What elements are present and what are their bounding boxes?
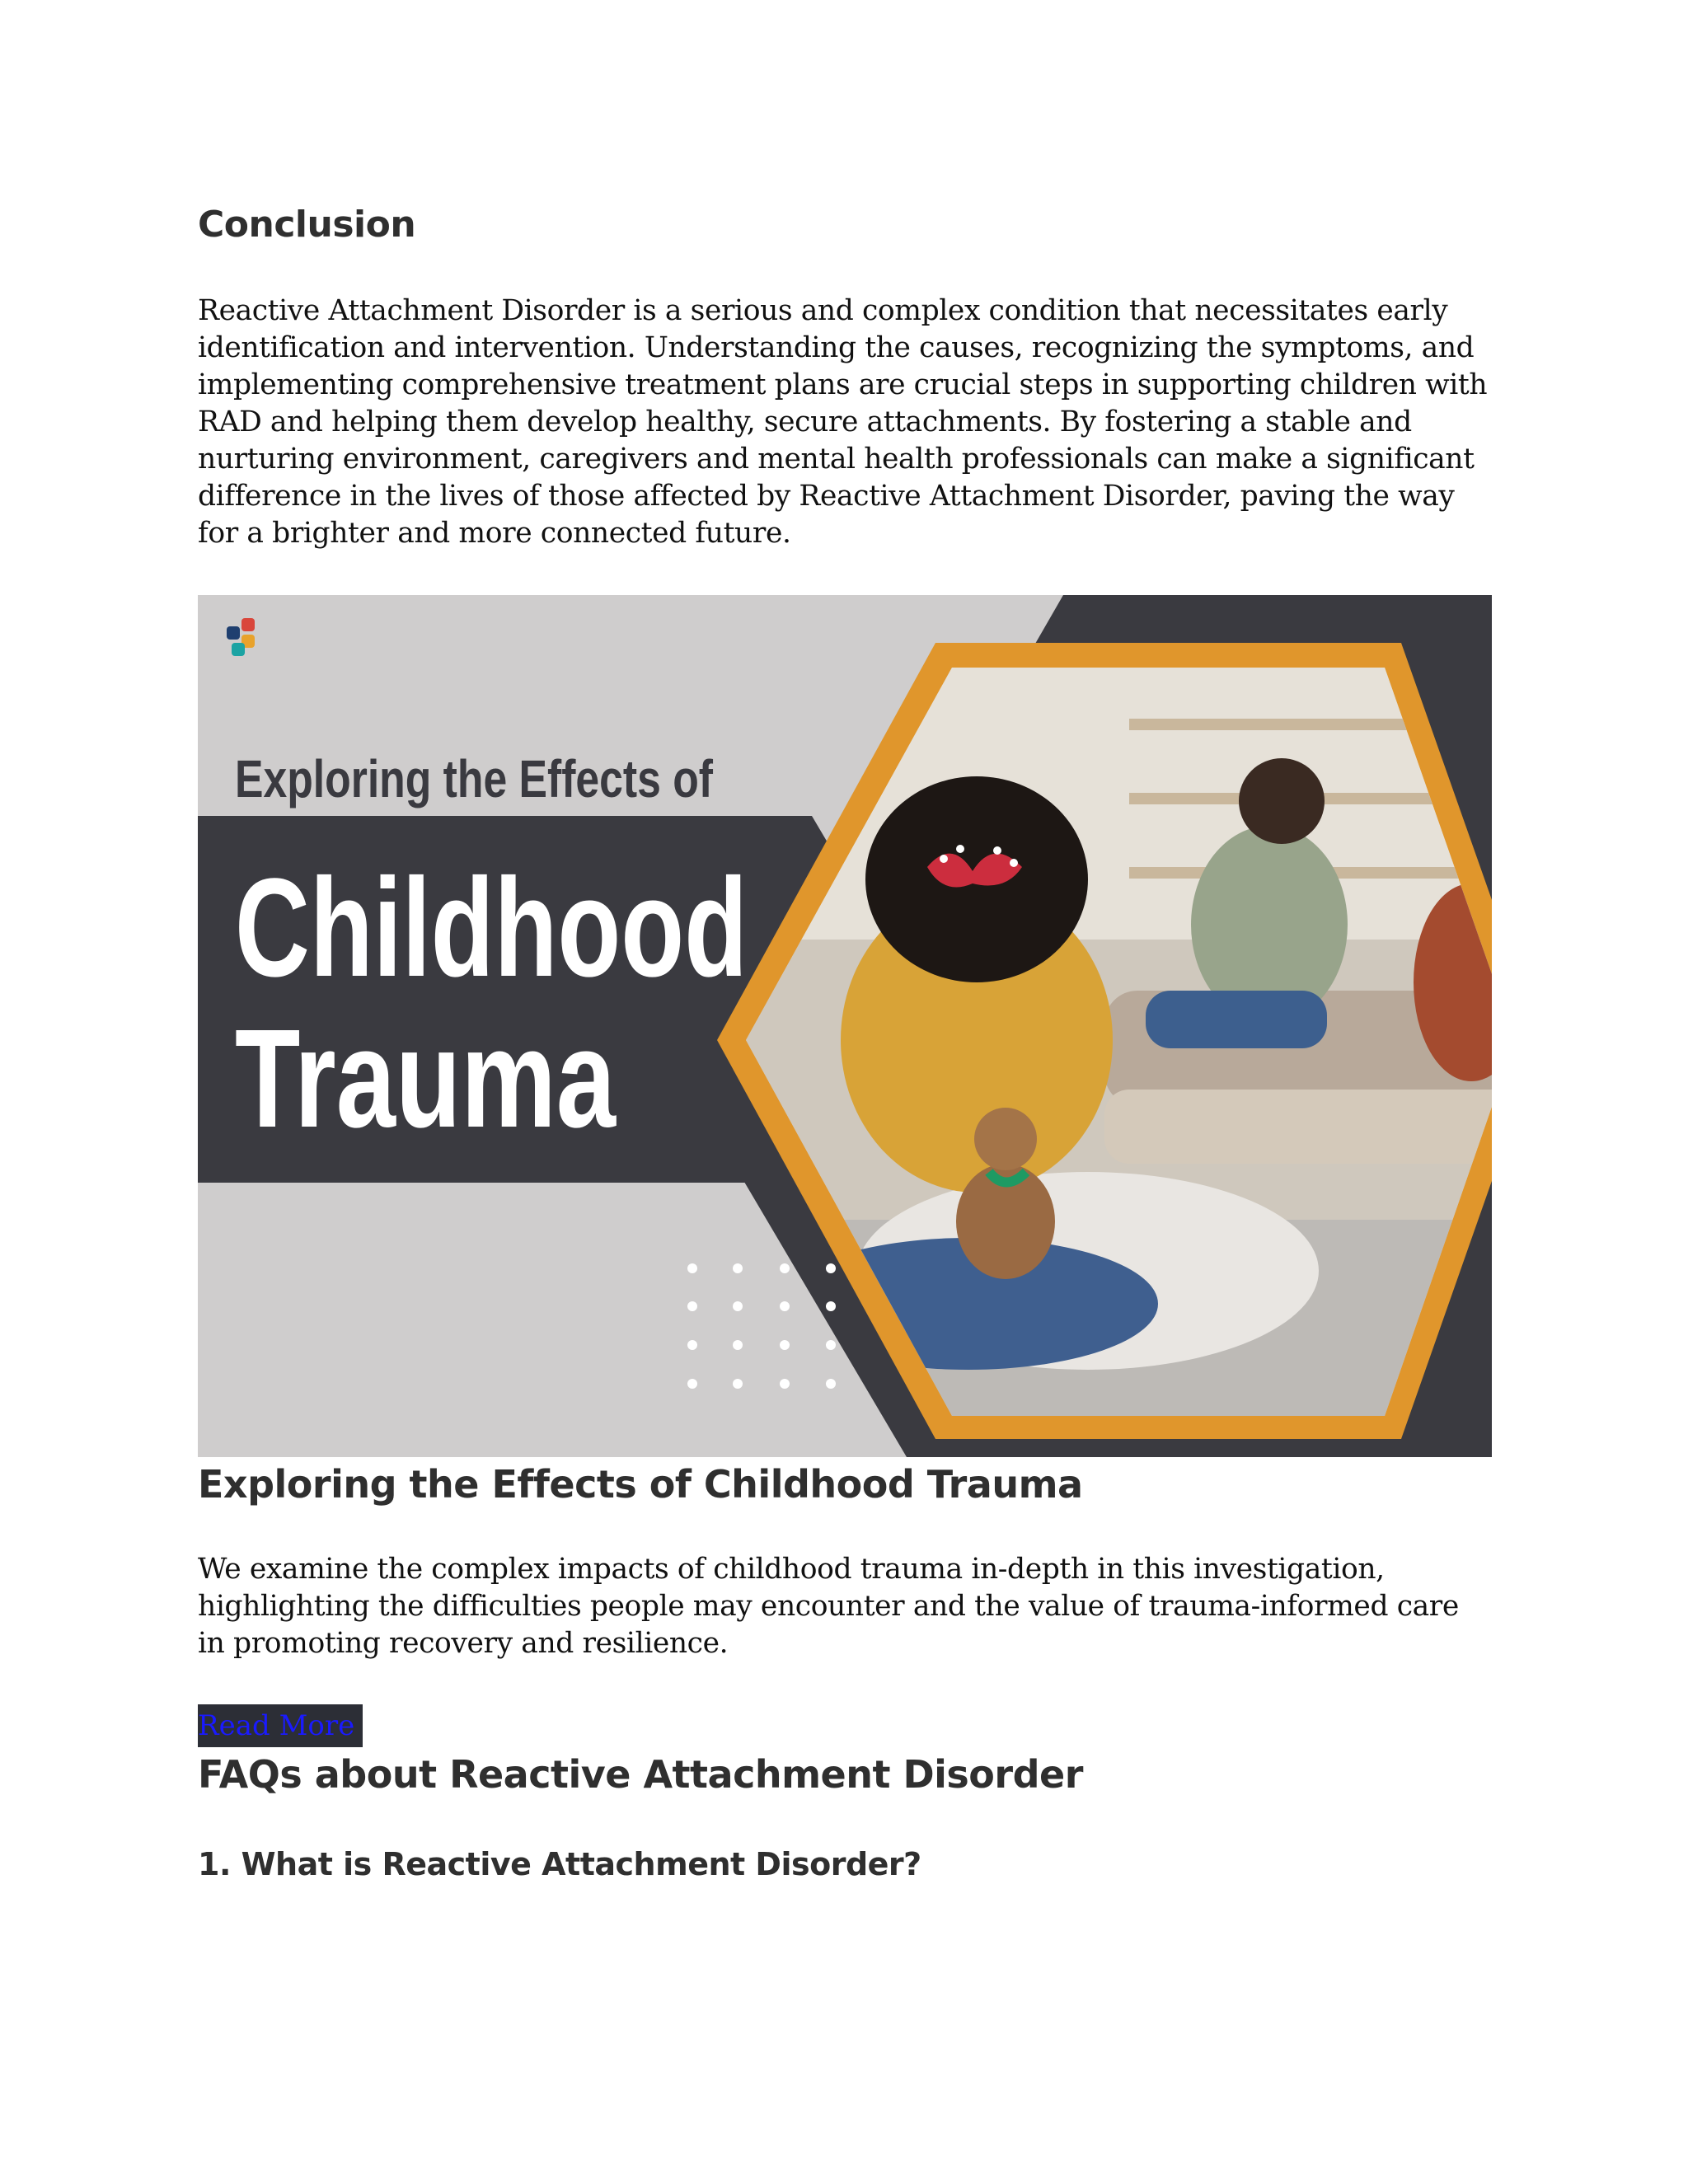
banner-line-3: Trauma <box>235 1001 617 1157</box>
article-heading: Exploring the Effects of Childhood Trauma <box>198 1462 1083 1507</box>
read-more-link[interactable]: Read More <box>198 1704 363 1747</box>
conclusion-heading: Conclusion <box>198 204 416 246</box>
faq-heading: FAQs about Reactive Attachment Disorder <box>198 1752 1083 1797</box>
banner-line-2: Childhood <box>235 850 748 1006</box>
childhood-trauma-banner <box>198 595 1492 1457</box>
article-paragraph: We examine the complex impacts of childhood trauma in-depth in this investigation, highlighting the difficulties people may encounter and the value of trauma-informed care in promoting recovery and resilience. <box>198 1553 1459 1660</box>
conclusion-paragraph: Reactive Attachment Disorder is a serious and complex condition that necessitates early identification and intervention. Understanding the causes, recognizing the symptoms, and implementing comprehensive treatment plans are crucial steps in supporting children with RAD and helping them develop healthy, secure attachments. By fostering a stable and nurturing environment, caregivers and mental health professionals can make a significant difference in the lives of those affected by Reactive Attachment Disorder, paving the way for a brighter and more connected future. <box>198 294 1488 550</box>
banner-line-1: Exploring the Effects of <box>235 749 714 808</box>
faq-question-1: 1. What is Reactive Attachment Disorder? <box>198 1846 921 1882</box>
